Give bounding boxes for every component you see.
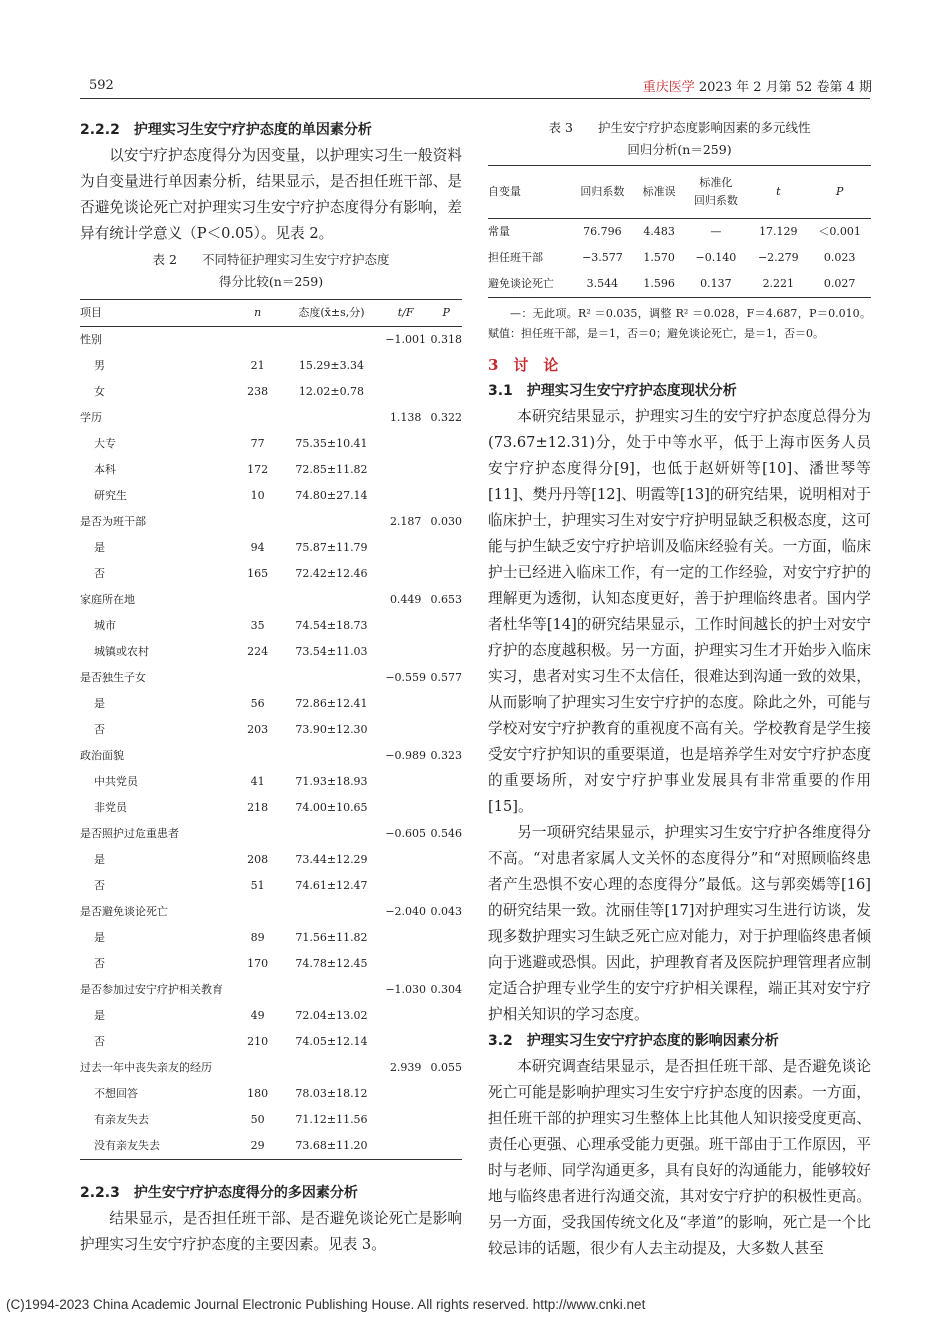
table2-cell-item: 中共党员 bbox=[94, 775, 138, 788]
table2-row bbox=[80, 431, 462, 457]
table2-cell-item: 过去一年中丧失亲友的经历 bbox=[80, 1061, 212, 1074]
table2-cell-score bbox=[282, 405, 381, 431]
table2-row bbox=[80, 327, 462, 354]
table2-cell-score bbox=[282, 587, 381, 613]
table2-cell-score: 15.29±3.34 bbox=[298, 359, 365, 372]
table2-cell-p bbox=[431, 431, 463, 457]
table2-cell-item: 有亲友失去 bbox=[94, 1113, 149, 1126]
table2-cell-t bbox=[381, 561, 431, 587]
table2-cell-t bbox=[381, 535, 431, 561]
table2-cell-item: 不想回答 bbox=[94, 1087, 138, 1100]
table2-row bbox=[80, 769, 462, 795]
table2-cell-score bbox=[282, 665, 381, 691]
journal-name: 重庆医学 bbox=[642, 80, 695, 95]
table2-cell-n: 170 bbox=[247, 957, 269, 970]
table2-cell-score: 73.90±12.30 bbox=[295, 723, 368, 736]
table2-cell-t bbox=[381, 483, 431, 509]
table2-cell-item: 本科 bbox=[94, 463, 116, 476]
table2-cell-t bbox=[381, 769, 431, 795]
table2-cell-n: 210 bbox=[247, 1035, 269, 1048]
table2-cell-n: 180 bbox=[247, 1087, 269, 1100]
table2-cell-n bbox=[233, 665, 282, 691]
table2-cell-p bbox=[431, 1003, 463, 1029]
table2-cell-p bbox=[431, 873, 463, 899]
section-3-1-paragraph-2: 另一项研究结果显示，护理实习生安宁疗护各维度得分不高。“对患者家属人文关怀的态度得分”和“对照顾临终患者产生恐惧不安心理的态度得分”最低。这与郭奕嫣等[16]的研究结果一致。沈丽佳等[17]对护理实习生进行访谈，发现多数护理实习生缺乏死亡应对能力，对于护理临终患者倾向于逃避或恐惧。因此，护理教育者及医院护理管理者应制定适合护理专业学生的安宁疗护相关课程，端正其对安宁疗护相关知识的学习态度。 bbox=[488, 824, 871, 1023]
table2-cell-n: 50 bbox=[250, 1113, 265, 1126]
table2-cell-score: 74.80±27.14 bbox=[295, 489, 368, 502]
table2-cell-item: 城镇或农村 bbox=[94, 645, 149, 658]
table2-caption-line1: 表 2 不同特征护理实习生安宁疗护态度 bbox=[152, 252, 390, 267]
table2-cell-n bbox=[233, 743, 282, 769]
table2-row bbox=[80, 821, 462, 847]
table2-cell-n: 56 bbox=[250, 697, 265, 710]
table2-cell-n bbox=[233, 899, 282, 925]
table2-row bbox=[80, 509, 462, 535]
table3-header-p: P bbox=[808, 166, 871, 219]
table3-caption-line1: 表 3 护生安宁疗护态度影响因素的多元线性 bbox=[548, 120, 811, 135]
table2-cell-score: 72.42±12.46 bbox=[295, 567, 368, 580]
table3-header-var: 自变量 bbox=[488, 166, 570, 219]
table2-cell-score: 72.85±11.82 bbox=[295, 463, 368, 476]
section-3-2-title: 3.2 护理实习生安宁疗护态度的影响因素分析 bbox=[488, 1033, 779, 1049]
table2-cell-item: 是 bbox=[94, 541, 105, 554]
table2-cell-t: 2.187 bbox=[389, 515, 422, 528]
table2-cell-p bbox=[431, 1081, 463, 1107]
table3-cell: −3.577 bbox=[582, 251, 623, 264]
table2-cell-t: −2.040 bbox=[385, 905, 427, 918]
table2-cell-score: 74.61±12.47 bbox=[295, 879, 368, 892]
table2-cell-p: 0.577 bbox=[430, 671, 462, 684]
table2-cell-score: 71.56±11.82 bbox=[295, 931, 368, 944]
table2-cell-item: 是 bbox=[94, 697, 105, 710]
table2-cell-item: 否 bbox=[94, 879, 105, 892]
table2-cell-n: 35 bbox=[250, 619, 265, 632]
table3-cell: −2.279 bbox=[757, 251, 799, 264]
table2-cell-item: 是否独生子女 bbox=[80, 671, 146, 684]
table2-row bbox=[80, 457, 462, 483]
table2-cell-score: 73.44±12.29 bbox=[295, 853, 368, 866]
table2-cell-score: 74.00±10.65 bbox=[295, 801, 368, 814]
table2-cell-item: 家庭所在地 bbox=[80, 593, 135, 606]
table2-cell-p bbox=[431, 561, 463, 587]
table2-cell-score: 78.03±18.12 bbox=[295, 1087, 368, 1100]
table3-cell: 0.023 bbox=[823, 251, 856, 264]
table2-cell-n: 89 bbox=[250, 931, 265, 944]
section-2-2-3-title: 2.2.3 护生安宁疗护态度得分的多因素分析 bbox=[80, 1185, 358, 1201]
table2-cell-t bbox=[381, 613, 431, 639]
table2-cell-n: 165 bbox=[247, 567, 269, 580]
table2-cell-score: 74.78±12.45 bbox=[295, 957, 368, 970]
page-number: 592 bbox=[89, 78, 114, 93]
table2-cell-n: 49 bbox=[250, 1009, 265, 1022]
table2-row bbox=[80, 977, 462, 1003]
table2-cell-t: −0.989 bbox=[385, 749, 427, 762]
table2-cell-p bbox=[431, 379, 463, 405]
table2-row bbox=[80, 665, 462, 691]
table3-cell: ＜0.001 bbox=[818, 225, 861, 238]
section-3-title: 3 讨 论 bbox=[488, 356, 559, 374]
table3-cell: −0.140 bbox=[695, 251, 737, 264]
table2-cell-item: 否 bbox=[94, 1035, 105, 1048]
table2-cell-n: 29 bbox=[250, 1139, 265, 1152]
table2-cell-score: 73.54±11.03 bbox=[295, 645, 368, 658]
table2-cell-score: 12.02±0.78 bbox=[298, 385, 365, 398]
copyright-footer: (C)1994-2023 China Academic Journal Electronic Publishing House. All rights reserved. http://www.cnki.net bbox=[6, 1297, 646, 1312]
table3-cell: 担任班干部 bbox=[488, 251, 543, 264]
table2-cell-score bbox=[282, 977, 381, 1003]
table2-cell-n: 208 bbox=[247, 853, 269, 866]
table2-cell-t: −1.001 bbox=[385, 333, 427, 346]
table2-cell-item: 是否照护过危重患者 bbox=[80, 827, 179, 840]
table2-row bbox=[80, 587, 462, 613]
table3-header-se: 标准误 bbox=[635, 166, 684, 219]
table3-cell: 避免谈论死亡 bbox=[488, 277, 554, 290]
table2-cell-score bbox=[282, 743, 381, 769]
table2-cell-n: 94 bbox=[250, 541, 265, 554]
section-2-2-2-title: 2.2.2 护理实习生安宁疗护态度的单因素分析 bbox=[80, 122, 372, 138]
table2-cell-item: 否 bbox=[94, 723, 105, 736]
table2-row bbox=[80, 1029, 462, 1055]
table2-cell-score bbox=[282, 1055, 381, 1081]
table2-body bbox=[80, 327, 462, 1160]
table2-cell-item: 是否避免谈论死亡 bbox=[80, 905, 168, 918]
table2-cell-t bbox=[381, 1081, 431, 1107]
table2-cell-p: 0.043 bbox=[430, 905, 462, 918]
section-3-2-paragraph-1: 本研究调查结果显示，是否担任班干部、是否避免谈论死亡可能是影响护理实习生安宁疗护态度的因素。一方面，担任班干部的护理实习生整体上比其他人知识接受度更高、责任心更强、心理承受能力更强。班干部由于工作原因，平时与老师、同学沟通更多，具有良好的沟通能力，能够较好地与临终患者进行沟通交流，其对安宁疗护的积极性更高。另一方面，受我国传统文化及“孝道”的影响，死亡是一个比较忌讳的话题，很少有人去主动提及，大多数人甚至 bbox=[488, 1058, 871, 1257]
table2-row bbox=[80, 1055, 462, 1081]
table2-row bbox=[80, 1003, 462, 1029]
table2-cell-score: 75.87±11.79 bbox=[295, 541, 368, 554]
table2-cell-score bbox=[282, 327, 381, 354]
table2-cell-item: 性别 bbox=[80, 333, 102, 346]
table2-cell-item: 学历 bbox=[80, 411, 102, 424]
section-3-1-paragraph-1: 本研究结果显示，护理实习生的安宁疗护态度总得分为(73.67±12.31)分，处于中等水平，低于上海市医务人员安宁疗护态度得分[9]，也低于赵妍妍等[10]、潘世琴等[11]、樊丹丹等[12]、明霞等[13]的研究结果，说明相对于临床护士，护理实习生对安宁疗护明显缺乏积极态度，这可能与护生缺乏安宁疗护培训及临床经验有关。一方面，临床护士已经进入临床工作，有一定的工作经验，对安宁疗护的理解更为透彻，认知态度更好，善于护理临终患者。国内学者杜华等[14]的研究结果显示，工作时间越长的护士对安宁疗护的态度越积极。另一方面，护理实习生才开始步入临床实习，患者对实习生不太信任，很难达到沟通一致的效果，从而影响了护理实习生安宁疗护的态度。除此之外，可能与学校对安宁疗护教育的重视度不高有关。学校教育是学生接受安宁疗护知识的重要渠道，也是培养学生对安宁疗护态度的重要场所，对安宁疗护事业发展具有非常重要的作用[15]。 bbox=[488, 408, 871, 815]
table2-cell-t bbox=[381, 691, 431, 717]
table2-cell-item: 男 bbox=[94, 359, 105, 372]
table2-cell-p bbox=[431, 457, 463, 483]
table2-cell-t bbox=[381, 1029, 431, 1055]
table2-row bbox=[80, 717, 462, 743]
table2-cell-score: 72.86±12.41 bbox=[295, 697, 368, 710]
table2-cell-n bbox=[233, 1055, 282, 1081]
table2-cell-p: 0.055 bbox=[430, 1061, 462, 1074]
table2-cell-t bbox=[381, 847, 431, 873]
table2-row bbox=[80, 483, 462, 509]
table2-cell-item: 女 bbox=[94, 385, 105, 398]
table3-row bbox=[488, 245, 871, 271]
table2-cell-item: 非党员 bbox=[94, 801, 127, 814]
table2-cell-score: 75.35±10.41 bbox=[295, 437, 368, 450]
table2-row bbox=[80, 379, 462, 405]
table2-cell-score: 71.93±18.93 bbox=[295, 775, 368, 788]
table2-cell-t: −0.559 bbox=[385, 671, 427, 684]
table2-cell-n: 41 bbox=[250, 775, 265, 788]
table2-cell-n bbox=[233, 587, 282, 613]
table2-cell-n bbox=[233, 405, 282, 431]
table2-cell-t bbox=[381, 951, 431, 977]
table2-cell-p: 0.546 bbox=[430, 827, 462, 840]
table2-row bbox=[80, 691, 462, 717]
table3-body bbox=[488, 219, 871, 298]
table2-row bbox=[80, 795, 462, 821]
table2-cell-score: 71.12±11.56 bbox=[295, 1113, 368, 1126]
table2-cell-item: 研究生 bbox=[94, 489, 127, 502]
table2-cell-t bbox=[381, 353, 431, 379]
table2-cell-item: 大专 bbox=[94, 437, 116, 450]
table3-cell: 0.027 bbox=[823, 277, 856, 290]
table2-cell-item: 没有亲友失去 bbox=[94, 1139, 160, 1152]
table2-cell-score: 72.04±13.02 bbox=[295, 1009, 368, 1022]
table2-cell-n: 77 bbox=[250, 437, 265, 450]
table2-cell-p: 0.030 bbox=[430, 515, 462, 528]
table2-cell-item: 是否为班干部 bbox=[80, 515, 146, 528]
table2-cell-p bbox=[431, 1029, 463, 1055]
table2-cell-n bbox=[233, 821, 282, 847]
table2-cell-score: 74.54±18.73 bbox=[295, 619, 368, 632]
table2-row bbox=[80, 743, 462, 769]
table2-cell-t bbox=[381, 379, 431, 405]
table2-cell-t: 1.138 bbox=[389, 411, 422, 424]
table2-cell-n: 203 bbox=[247, 723, 269, 736]
table2-cell-n bbox=[233, 327, 282, 354]
table2-cell-item: 是 bbox=[94, 931, 105, 944]
table2-header-n: n bbox=[233, 300, 282, 327]
table2-row bbox=[80, 1081, 462, 1107]
right-column bbox=[488, 117, 871, 1262]
table2-cell-item: 是 bbox=[94, 853, 105, 866]
table3-cell: 3.544 bbox=[586, 277, 619, 290]
table2-row bbox=[80, 899, 462, 925]
table2-cell-score bbox=[282, 821, 381, 847]
table2-cell-n: 51 bbox=[250, 879, 265, 892]
table3-caption-line2: 回归分析(n＝259) bbox=[627, 142, 732, 157]
table2-cell-t: −0.605 bbox=[385, 827, 427, 840]
table3-note: —：无此项。R² ＝0.035，调整 R² ＝0.028，F＝4.687，P＝0.010。赋值：担任班干部，是＝1，否＝0；避免谈论死亡，是＝1，否＝0。 bbox=[488, 307, 871, 340]
table2-cell-t: 0.449 bbox=[389, 593, 422, 606]
table2-caption-line2: 得分比较(n＝259) bbox=[218, 274, 324, 289]
table2-cell-score: 73.68±11.20 bbox=[295, 1139, 368, 1152]
table2-cell-t bbox=[381, 1107, 431, 1133]
table2-cell-t bbox=[381, 639, 431, 665]
table2-cell-n: 238 bbox=[247, 385, 269, 398]
table2-cell-n: 218 bbox=[247, 801, 269, 814]
table2-cell-t bbox=[381, 795, 431, 821]
table3-header-t: t bbox=[748, 166, 808, 219]
journal-header bbox=[643, 76, 872, 95]
table2-cell-n: 172 bbox=[247, 463, 269, 476]
table2-header-p: P bbox=[431, 300, 463, 327]
left-column bbox=[80, 117, 462, 1258]
section-2-2-2-text: 以安宁疗护态度得分为因变量，以护理实习生一般资料为自变量进行单因素分析，结果显示，是否担任班干部、是否避免谈论死亡对护理实习生安宁疗护态度得分有影响，差异有统计学意义（P＜0.05）。见表 2。 bbox=[80, 147, 462, 242]
table3-cell: 1.570 bbox=[643, 251, 675, 264]
table2-header-t: t/F bbox=[381, 300, 431, 327]
table2-cell-p bbox=[431, 483, 463, 509]
table3-cell: 常量 bbox=[488, 225, 510, 238]
table2-cell-n: 10 bbox=[250, 489, 265, 502]
table3-cell: 76.796 bbox=[583, 225, 622, 238]
table2-cell-item: 否 bbox=[94, 957, 105, 970]
table2-cell-p bbox=[431, 691, 463, 717]
table2-cell-item: 否 bbox=[94, 567, 105, 580]
table3-header-row bbox=[488, 166, 871, 219]
table2-cell-p bbox=[431, 639, 463, 665]
table2-cell-n: 21 bbox=[250, 359, 265, 372]
table2-row bbox=[80, 951, 462, 977]
table2-cell-item: 是否参加过安宁疗护相关教育 bbox=[80, 983, 223, 996]
table2-header-item: 项目 bbox=[80, 300, 233, 327]
section-2-2-3-text: 结果显示，是否担任班干部、是否避免谈论死亡是影响护理实习生安宁疗护态度的主要因素。见表 3。 bbox=[80, 1210, 462, 1253]
table3-cell: 2.221 bbox=[762, 277, 795, 290]
table2-cell-p bbox=[431, 951, 463, 977]
table2-row bbox=[80, 405, 462, 431]
table2-cell-p: 0.304 bbox=[430, 983, 462, 996]
table3-row bbox=[488, 271, 871, 298]
table2-cell-score: 74.05±12.14 bbox=[295, 1035, 368, 1048]
table2-cell-p bbox=[431, 769, 463, 795]
table2-cell-t bbox=[381, 1003, 431, 1029]
table3-cell: 17.129 bbox=[759, 225, 798, 238]
table2-cell-t bbox=[381, 431, 431, 457]
table2-row bbox=[80, 535, 462, 561]
table3-cell: 4.483 bbox=[643, 225, 675, 238]
table2-cell-n: 224 bbox=[247, 645, 269, 658]
table2-cell-p bbox=[431, 613, 463, 639]
header-rule bbox=[80, 98, 870, 99]
table2-cell-t: −1.030 bbox=[385, 983, 427, 996]
table2-cell-score bbox=[282, 899, 381, 925]
table2-row bbox=[80, 1133, 462, 1160]
table2-row bbox=[80, 847, 462, 873]
table2-row bbox=[80, 613, 462, 639]
table2-cell-item: 政治面貌 bbox=[80, 749, 124, 762]
table3-header-std-coef: 标准化 回归系数 bbox=[683, 166, 748, 219]
section-3-1-title: 3.1 护理实习生安宁疗护态度现状分析 bbox=[488, 383, 737, 399]
table2-cell-t: 2.939 bbox=[389, 1061, 422, 1074]
table2-cell-n bbox=[233, 977, 282, 1003]
table2-cell-p bbox=[431, 1107, 463, 1133]
table2-cell-p: 0.323 bbox=[430, 749, 462, 762]
table2-cell-p: 0.653 bbox=[430, 593, 462, 606]
table2-cell-p bbox=[431, 847, 463, 873]
table2-cell-p bbox=[431, 1133, 463, 1160]
table2-cell-item: 是 bbox=[94, 1009, 105, 1022]
table2-row bbox=[80, 353, 462, 379]
table3-header-coef: 回归系数 bbox=[570, 166, 635, 219]
table2-cell-p bbox=[431, 353, 463, 379]
table2-cell-n bbox=[233, 509, 282, 535]
table2-row bbox=[80, 1107, 462, 1133]
table2-cell-t bbox=[381, 457, 431, 483]
table3-cell: 0.137 bbox=[700, 277, 732, 290]
table3-row bbox=[488, 219, 871, 246]
table2-row bbox=[80, 925, 462, 951]
table3-cell: 1.596 bbox=[643, 277, 675, 290]
table2-cell-score bbox=[282, 509, 381, 535]
table2-cell-t bbox=[381, 873, 431, 899]
table2-cell-t bbox=[381, 717, 431, 743]
table-2 bbox=[80, 299, 462, 1160]
table2-cell-t bbox=[381, 925, 431, 951]
table2-cell-p: 0.318 bbox=[430, 333, 462, 346]
journal-issue: 2023 年 2 月第 52 卷第 4 期 bbox=[698, 80, 872, 95]
table2-row bbox=[80, 639, 462, 665]
table-3 bbox=[488, 165, 871, 298]
table2-header-row bbox=[80, 300, 462, 327]
table3-cell: — bbox=[710, 225, 722, 238]
table2-header-score: 态度(x̄±s,分) bbox=[282, 300, 381, 327]
table2-row bbox=[80, 561, 462, 587]
table2-cell-t bbox=[381, 1133, 431, 1160]
table2-cell-p bbox=[431, 925, 463, 951]
table2-cell-p bbox=[431, 795, 463, 821]
table2-cell-p: 0.322 bbox=[430, 411, 462, 424]
table2-cell-p bbox=[431, 717, 463, 743]
table2-cell-item: 城市 bbox=[94, 619, 116, 632]
table2-row bbox=[80, 873, 462, 899]
table2-cell-p bbox=[431, 535, 463, 561]
